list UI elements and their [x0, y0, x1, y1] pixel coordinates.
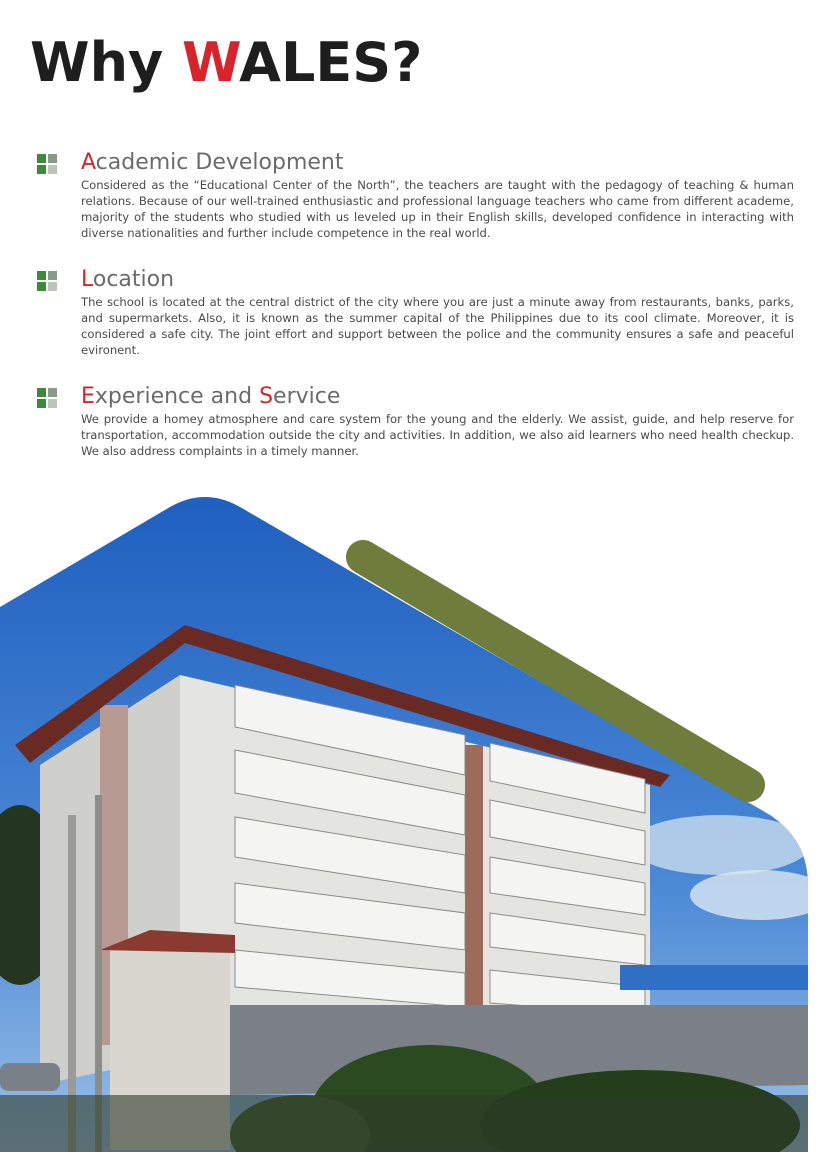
grid-bullet-icon: [37, 271, 58, 292]
heading-text: cademic Development: [95, 150, 344, 175]
heading-second-initial: S: [259, 384, 274, 409]
grid-bullet-icon: [37, 388, 58, 409]
page-title: [30, 31, 423, 94]
heading-text: xperience and: [94, 384, 260, 409]
heading-initial: L: [81, 267, 93, 292]
title-suffix: ALES?: [239, 31, 423, 94]
section-heading: [81, 267, 174, 293]
section-heading: [81, 150, 343, 176]
school-building-photo: [0, 495, 823, 1152]
heading-text-end: ervice: [273, 384, 341, 409]
heading-text: ocation: [92, 267, 175, 292]
section-experience-and-service: [37, 384, 794, 474]
section-body: The school is located at the central district of the city where you are just a minute away from restaurants, banks, parks, and supermarkets. Also, it is known as the summer capital of the Philippines due to its cool climate. Moreover, it is considered a safe city. The joint effort and support between the police and the community ensures a safe and peaceful evironent.: [81, 295, 794, 357]
section-academic-development: [37, 150, 794, 250]
grid-bullet-icon: [37, 154, 58, 175]
section-body: Considered as the “Educational Center of the North”, the teachers are taught with the pedagogy of teaching & human relations. Because of our well-trained enthusiastic and professional language teachers who came from different academe, majority of the students who studied with us leveled up in their English skills, developed confidence in interacting with diverse nationalities and further include competence in the real world.: [81, 178, 794, 240]
title-accent-letter: W: [182, 31, 240, 94]
section-body: We provide a homey atmosphere and care system for the young and the elderly. We assist, guide, and help reserve for transportation, accommodation outside the city and activities. In addition, we also aid learners who need health checkup. We also address complaints in a timely manner.: [81, 412, 794, 458]
title-prefix: Why: [30, 31, 183, 94]
section-location: [37, 267, 794, 367]
section-heading: [81, 384, 340, 410]
heading-initial: E: [81, 384, 95, 409]
heading-initial: A: [81, 150, 96, 175]
